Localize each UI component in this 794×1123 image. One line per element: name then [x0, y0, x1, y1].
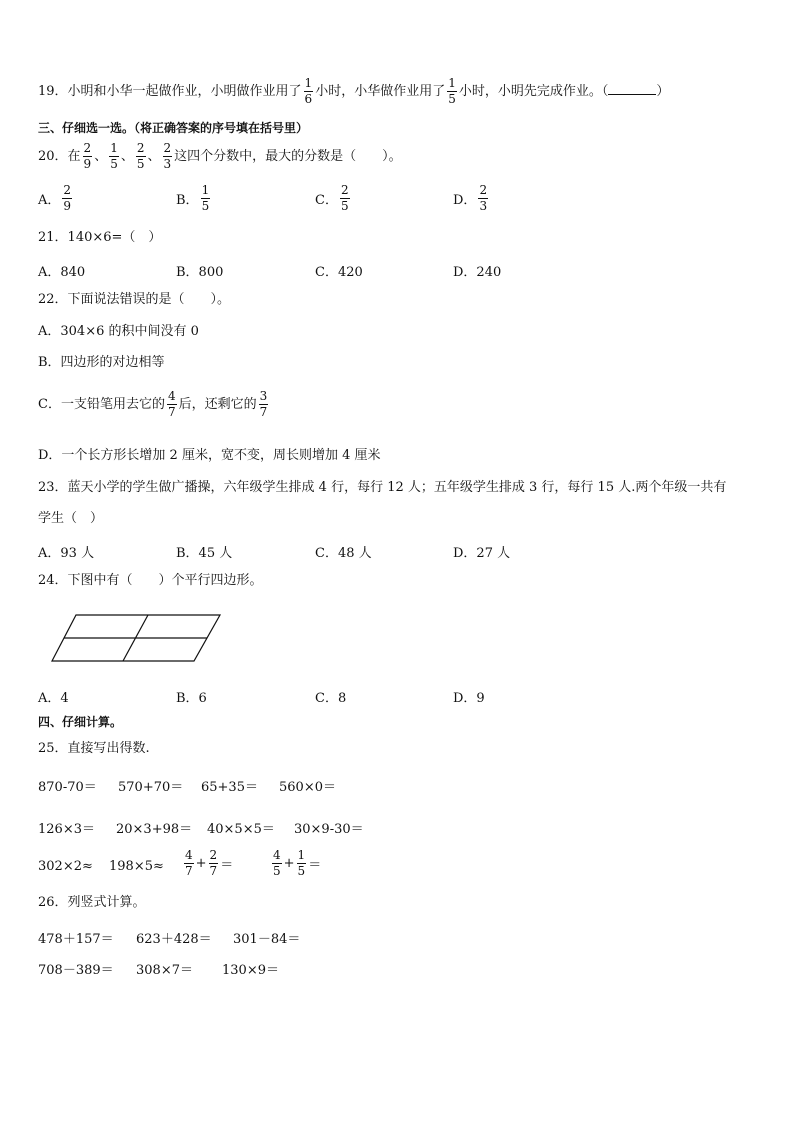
question-21: 21．140×6=（ ）	[38, 230, 162, 245]
option-d[interactable]: D．9	[453, 691, 485, 706]
calc-item: 708－389＝	[38, 963, 114, 978]
option-d[interactable]: D．一个长方形长增加 2 厘米，宽不变，周长则增加 4 厘米	[38, 448, 381, 463]
answer-blank[interactable]	[608, 82, 656, 95]
option-a[interactable]: A．304×6 的积中间没有 0	[38, 324, 199, 339]
fraction: $\frac{1}{5}$	[110, 141, 118, 171]
fraction: $\frac{1}{5}$	[448, 76, 456, 106]
option-b[interactable]: B．6	[176, 691, 207, 706]
question-25: 25．直接写出得数.	[38, 741, 150, 756]
fraction: $\frac{2}{9}$	[83, 141, 92, 171]
calc-item: 30×9-30＝	[294, 822, 364, 837]
calc-item: $\frac{4}{5}$ + $\frac{1}{5}$ ＝	[273, 848, 322, 878]
fraction: $\frac{1}{6}$	[304, 76, 313, 106]
question-23: 23．蓝天小学的学生做广播操，六年级学生排成 4 行，每行 12 人；五年级学生排成 3 行，每行 15 人.两个年级一共有	[38, 480, 727, 495]
question-26: 26．列竖式计算。	[38, 895, 146, 910]
fraction: $\frac{2}{3}$	[163, 141, 172, 171]
option-a[interactable]: A．4	[38, 691, 69, 706]
option-a[interactable]: A．840	[38, 265, 86, 280]
calc-item: 20×3+98＝	[116, 822, 193, 837]
option-b[interactable]: B．45 人	[176, 546, 233, 561]
calc-item: 478＋157＝	[38, 932, 114, 947]
option-a[interactable]: A．93 人	[38, 546, 95, 561]
calc-item: 560×0＝	[279, 780, 336, 795]
calc-item: 302×2≈	[38, 859, 93, 874]
parallelogram-figure	[50, 613, 222, 663]
section-heading-3: 三、仔细选一选。（将正确答案的序号填在括号里）	[38, 121, 309, 135]
fraction: $\frac{4}{7}$	[167, 389, 176, 419]
option-b[interactable]: B． $\frac{1}{5}$	[176, 183, 210, 213]
question-22: 22．下面说法错误的是（ ）。	[38, 292, 231, 307]
fraction: $\frac{3}{7}$	[259, 389, 268, 419]
fraction: $\frac{2}{5}$	[136, 141, 145, 171]
calc-item: 65+35＝	[201, 780, 258, 795]
calc-item: 570+70＝	[118, 780, 184, 795]
option-d[interactable]: D． $\frac{2}{3}$	[453, 183, 488, 213]
option-d[interactable]: D．240	[453, 265, 502, 280]
section-heading-4: 四、仔细计算。	[38, 715, 123, 729]
calc-item: 40×5×5＝	[207, 822, 275, 837]
question-19: 19．小明和小华一起做作业，小明做作业用了 $\frac{1}{6}$ 小时，小华做作业用了 $\frac{1}{5}$ 小时，小明先完成作业。（ ）	[38, 76, 670, 106]
option-a[interactable]: A． $\frac{2}{9}$	[38, 183, 72, 213]
calc-item: 308×7＝	[136, 963, 193, 978]
calc-item: 623＋428＝	[136, 932, 212, 947]
calc-item: 130×9＝	[222, 963, 279, 978]
option-d[interactable]: D．27 人	[453, 546, 511, 561]
option-b[interactable]: B．800	[176, 265, 224, 280]
option-c[interactable]: C． $\frac{2}{5}$	[315, 183, 349, 213]
option-c[interactable]: C．一支铅笔用去它的 $\frac{4}{7}$ 后，还剩它的 $\frac{3}{7}$	[38, 389, 268, 419]
question-23-line2: 学生（ ）	[38, 511, 104, 526]
option-b[interactable]: B．四边形的对边相等	[38, 355, 165, 370]
calc-item: 301－84＝	[233, 932, 301, 947]
question-20: 20．在 $\frac{2}{9}$ 、 $\frac{1}{5}$ 、 $\frac{2}{5}$ 、 $\frac{2}{3}$ 这四个分数中，最大的分数是（ ）。	[38, 141, 402, 171]
option-c[interactable]: C．420	[315, 265, 363, 280]
option-c[interactable]: C．8	[315, 691, 347, 706]
option-c[interactable]: C．48 人	[315, 546, 372, 561]
question-24: 24．下图中有（ ）个平行四边形。	[38, 573, 263, 588]
calc-item: $\frac{4}{7}$ + $\frac{2}{7}$ ＝	[185, 848, 234, 878]
calc-item: 126×3＝	[38, 822, 95, 837]
calc-item: 198×5≈	[109, 859, 164, 874]
calc-item: 870-70＝	[38, 780, 97, 795]
